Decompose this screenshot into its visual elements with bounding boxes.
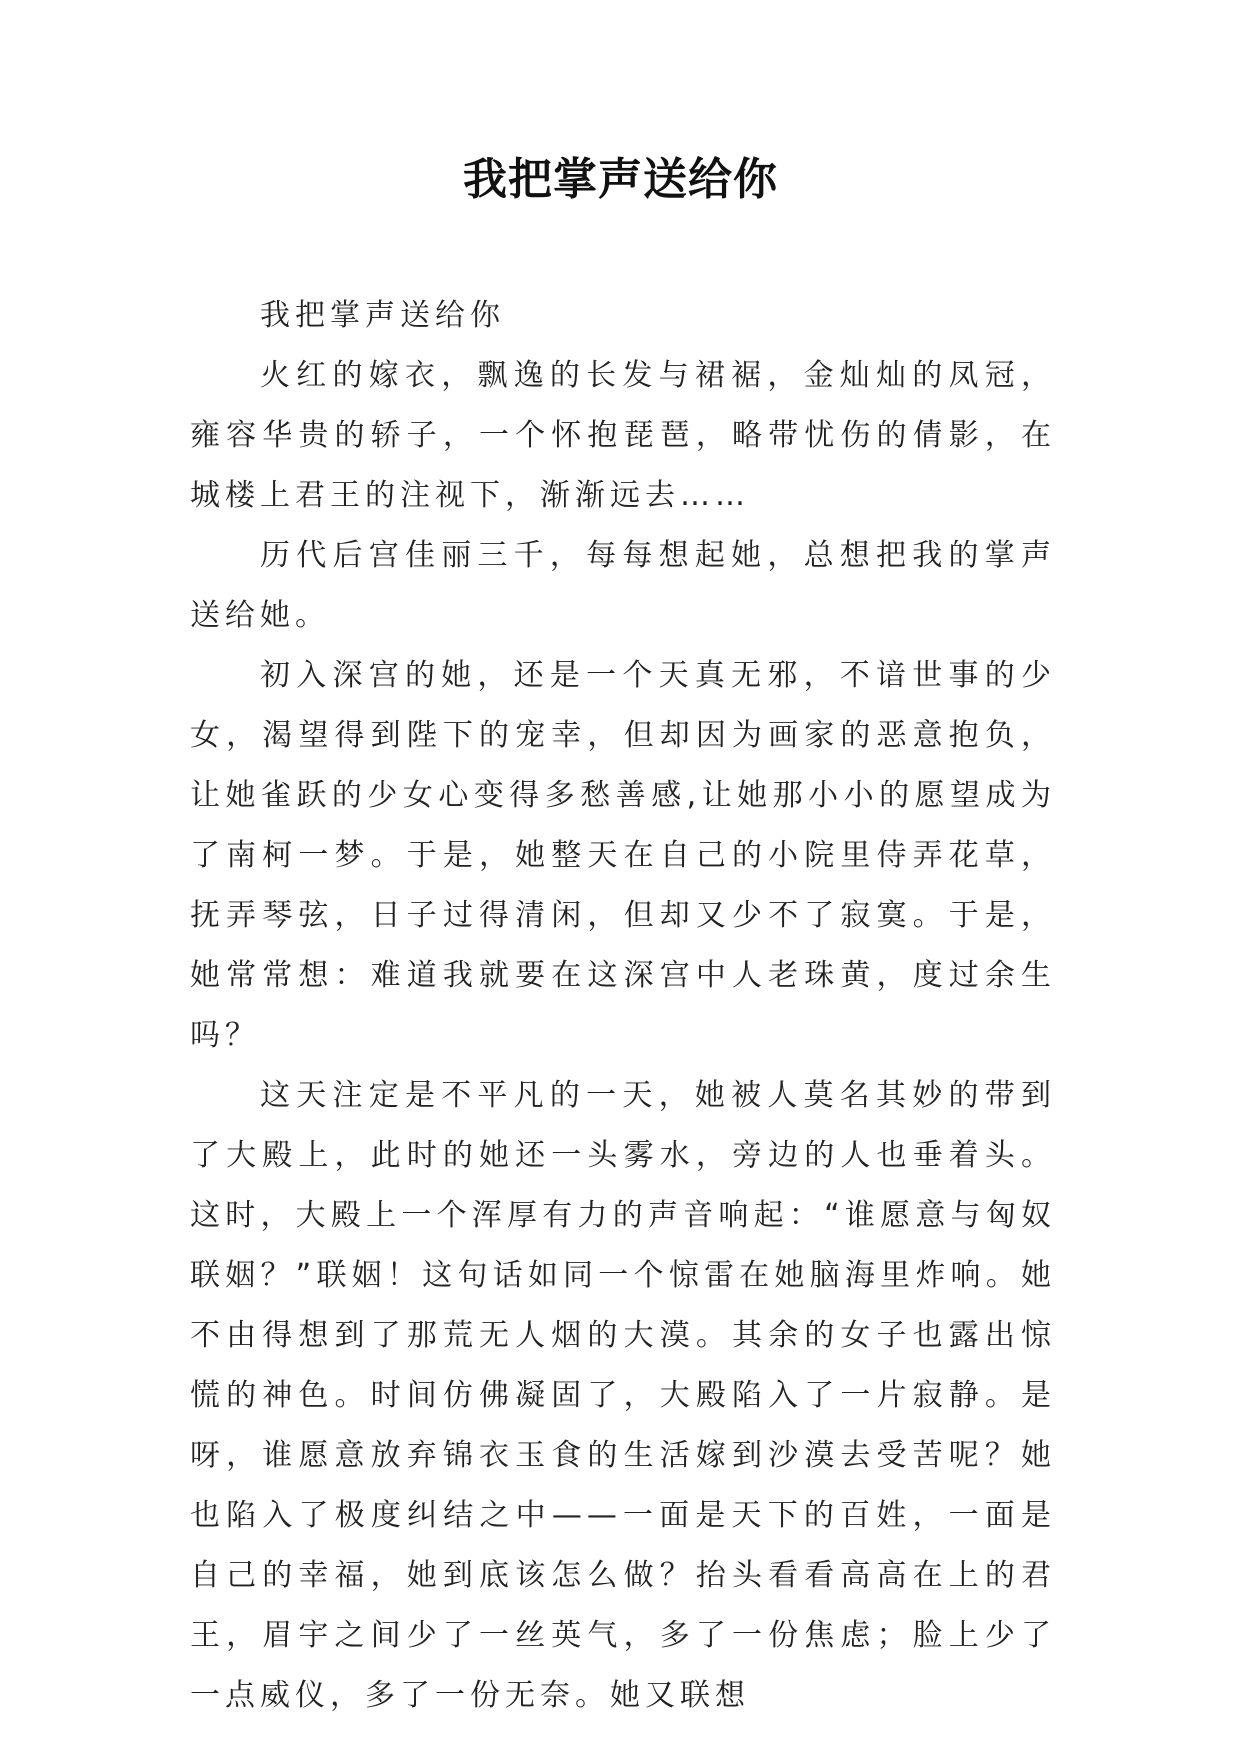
paragraph-subtitle: 我把掌声送给你 — [260, 298, 505, 333]
paragraph: 火红的嫁衣，飘逸的长发与裙裾，金灿灿的凤冠，雍容华贵的轿子，一个怀抱琵琶，略带忧伤的倩影，在城楼上君王的注视下，渐渐远去…… — [190, 358, 1056, 513]
paragraph: 历代后宫佳丽三千，每每想起她，总想把我的掌声送给她。 — [190, 538, 1056, 633]
document-title: 我把掌声送给你 — [463, 154, 778, 205]
paragraph: 初入深宫的她，还是一个天真无邪，不谙世事的少女，渴望得到陛下的宠幸，但却因为画家的恶意抱负，让她雀跃的少女心变得多愁善感,让她那小小的愿望成为了南柯一梦。于是，她整天在自己的小院里侍弄花草，抚弄琴弦，日子过得清闲，但却又少不了寂寞。于是，她常常想：难道我就要在这深宫中人老珠黄，度过余生吗？ — [190, 658, 1056, 1053]
document-body — [190, 286, 1056, 1726]
paragraph: 这天注定是不平凡的一天，她被人莫名其妙的带到了大殿上，此时的她还一头雾水，旁边的人也垂着头。这时，大殿上一个浑厚有力的声音响起：“谁愿意与匈奴联姻？”联姻！这句话如同一个惊雷在她脑海里炸响。她不由得想到了那荒无人烟的大漠。其余的女子也露出惊慌的神色。时间仿佛凝固了，大殿陷入了一片寂静。是呀，谁愿意放弃锦衣玉食的生活嫁到沙漠去受苦呢？她也陷入了极度纠结之中——一面是天下的百姓，一面是自己的幸福，她到底该怎么做？抬头看看高高在上的君王，眉宇之间少了一丝英气，多了一份焦虑；脸上少了一点威仪，多了一份无奈。她又联想 — [190, 1078, 1056, 1713]
